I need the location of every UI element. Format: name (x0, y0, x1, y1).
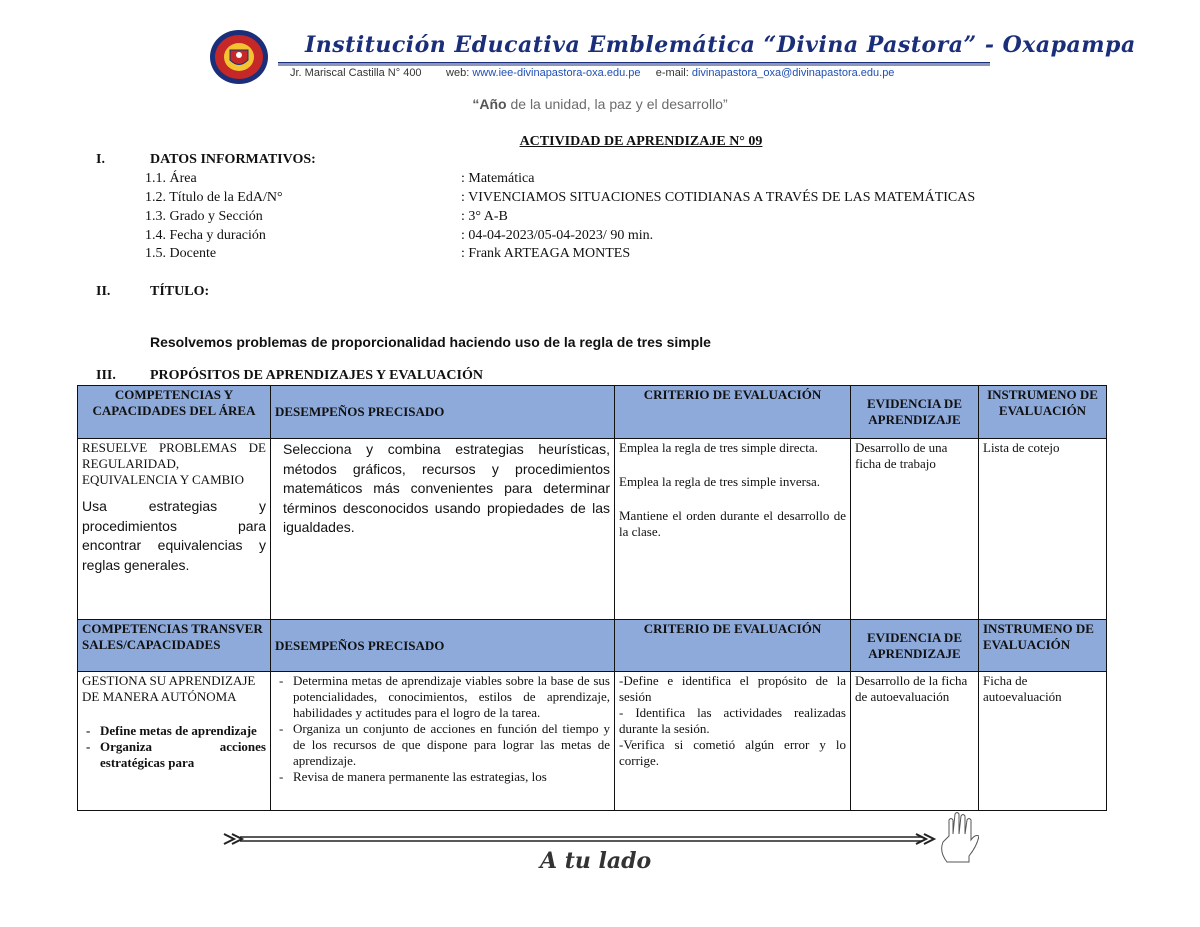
capacity-item: - Organiza acciones estratégicas para (82, 739, 266, 771)
performance-list (275, 673, 610, 785)
info-value: : 3° A-B (461, 209, 508, 224)
table-header-row (78, 386, 1107, 439)
competence-text: GESTIONA SU APRENDIZAJE DE MANERA AUTÓNOMA (82, 673, 256, 704)
year-motto-bold: “Año (472, 96, 507, 112)
table-row (78, 439, 1107, 620)
criteria-cell (615, 672, 851, 811)
competence-text: RESUELVE PROBLEMAS DE REGULARIDAD, EQUIVALENCIA Y CAMBIO (82, 440, 266, 487)
info-key: 1.4. Fecha y duración (145, 228, 266, 243)
capacity-list (82, 723, 266, 771)
section-number: II. (96, 284, 111, 299)
info-value: : Frank ARTEAGA MONTES (461, 246, 631, 261)
info-key: 1.2. Título de la EdA/N° (145, 190, 283, 205)
info-key: 1.3. Grado y Sección (145, 209, 263, 224)
section-title: DATOS INFORMATIVOS: (150, 152, 316, 167)
section-title: PROPÓSITOS DE APRENDIZAJES Y EVALUACIÓN (150, 368, 483, 383)
section-title: TÍTULO: (150, 284, 210, 299)
email-label: e-mail: (655, 67, 689, 79)
criteria-item: Emplea la regla de tres simple inversa. (619, 474, 821, 489)
competence-cell (78, 439, 271, 620)
header-performance: DESEMPEÑOS PRECISADO (271, 620, 615, 672)
performance-cell (271, 672, 615, 811)
info-key: 1.1. Área (145, 171, 197, 186)
header-criteria: CRITERIO DE EVALUACIÓN (615, 386, 851, 439)
instrument-cell: Lista de cotejo (979, 439, 1107, 620)
performance-item: - Revisa de manera permanente las estrategias, los (275, 769, 610, 785)
instrument-cell: Ficha de autoevaluación (979, 672, 1107, 811)
competence-cell (78, 672, 271, 811)
hand-icon (937, 812, 979, 866)
header-evidence: EVIDENCIA DE APRENDIZAJE (851, 620, 979, 672)
criteria-item: -Define e identifica el propósito de la sesión (619, 673, 846, 704)
header-performance: DESEMPEÑOS PRECISADO (271, 386, 615, 439)
activity-subtitle: Resolvemos problemas de proporcionalidad haciendo uso de la regla de tres simple (150, 334, 711, 350)
criteria-item: Mantiene el orden durante el desarrollo de la clase. (619, 508, 846, 539)
capacity-text: Usa estrategias y procedimientos para encontrar equivalencias y reglas generales. (82, 498, 266, 573)
header-rule (278, 62, 990, 66)
email-link[interactable]: divinapastora_oxa@divinapastora.edu.pe (691, 67, 895, 79)
document-title: ACTIVIDAD DE APRENDIZAJE N° 09 (519, 134, 763, 149)
year-motto-rest: de la unidad, la paz y el desarrollo” (506, 96, 728, 112)
web-link[interactable]: www.iee-divinapastora-oxa.edu.pe (472, 67, 641, 79)
header-instrument: INSTRUMENO DE EVALUACIÓN (979, 386, 1107, 439)
section-number: III. (96, 368, 116, 383)
criteria-cell (615, 439, 851, 620)
performance-item: - Determina metas de aprendizaje viables sobre la base de sus potencialidades, conocimientos, estilos de aprendizaje, habilidades y actitudes para el logro de la tarea. (275, 673, 610, 721)
web-label: web: (446, 67, 470, 79)
header-competencies: COMPETENCIAS Y CAPACIDADES DEL ÁREA (78, 386, 271, 439)
header-evidence: EVIDENCIA DE APRENDIZAJE (851, 386, 979, 439)
evidence-cell: Desarrollo de la ficha de autoevaluación (851, 672, 979, 811)
capacity-item: - Define metas de aprendizaje (82, 723, 266, 739)
table-header-row (78, 620, 1107, 672)
info-value: : Matemática (461, 171, 535, 186)
table-row (78, 672, 1107, 811)
address: Jr. Mariscal Castilla N° 400 (290, 67, 422, 79)
header-transversal: COMPETENCIAS TRANSVERSALES/CAPACIDADES (78, 620, 271, 672)
criteria-item: -Verifica si cometió algún error y lo corrige. (619, 737, 846, 768)
evidence-cell: Desarrollo de una ficha de trabajo (851, 439, 979, 620)
institution-name: Institución Educativa Emblemática “Divina Pastora” - Oxapampa (305, 32, 1136, 58)
year-motto (0, 96, 1200, 112)
school-crest-logo (208, 28, 270, 86)
learning-purpose-table (77, 385, 1107, 811)
header-criteria: CRITERIO DE EVALUACIÓN (615, 620, 851, 672)
header-instrument: INSTRUMENO DE EVALUACIÓN (979, 620, 1107, 672)
info-value: : VIVENCIAMOS SITUACIONES COTIDIANAS A TRAVÉS DE LAS MATEMÁTICAS (461, 190, 976, 205)
footer-motto: A tu lado (540, 848, 652, 874)
criteria-item: Emplea la regla de tres simple directa. (619, 440, 818, 455)
performance-cell: Selecciona y combina estrategias heurísticas, métodos gráficos, recursos y procedimientos matemáticos más convenientes para determinar términos desconocidos usando propiedades de las igualdades. (271, 439, 615, 620)
info-key: 1.5. Docente (145, 246, 217, 261)
criteria-item: - Identifica las actividades realizadas durante la sesión. (619, 705, 846, 736)
section-number: I. (96, 152, 105, 167)
performance-item: - Organiza un conjunto de acciones en función del tiempo y de los recursos de que dispone para lograr las metas de aprendizaje. (275, 721, 610, 769)
info-value: : 04-04-2023/05-04-2023/ 90 min. (461, 228, 654, 243)
institution-contact (290, 67, 894, 79)
